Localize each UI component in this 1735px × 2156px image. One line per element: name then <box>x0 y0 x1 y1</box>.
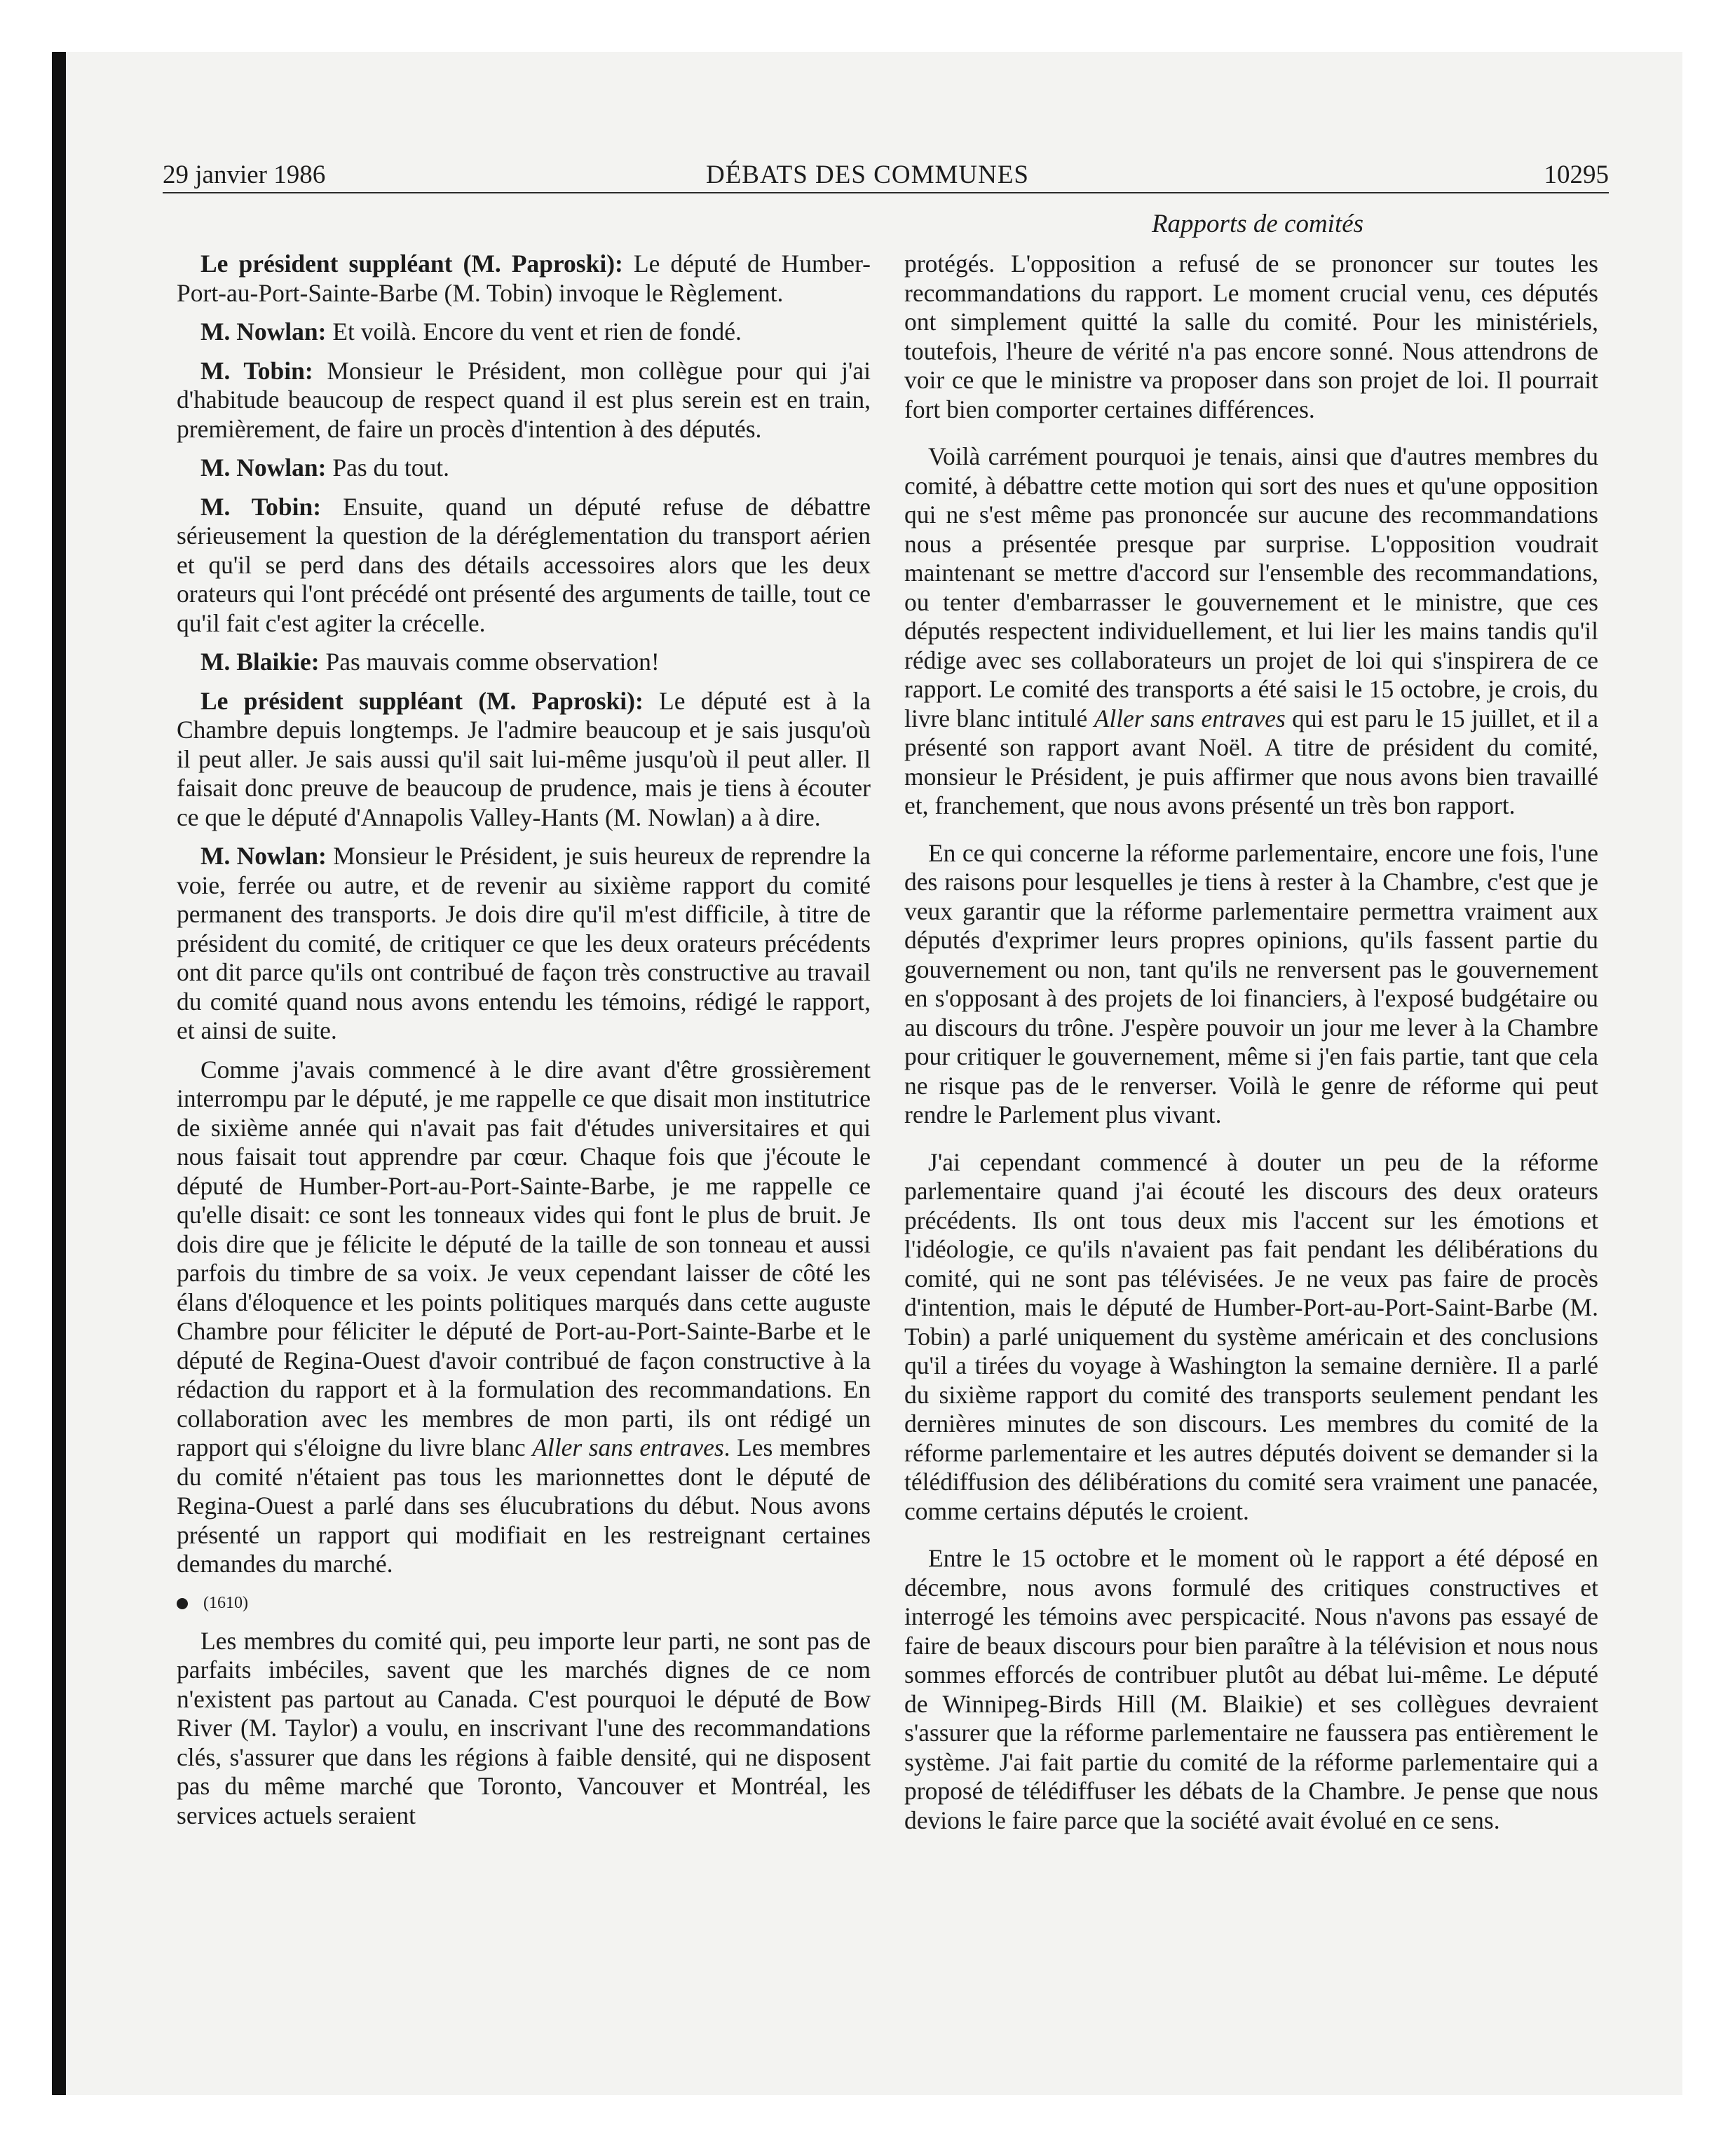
paragraph-text: Et voilà. Encore du vent et rien de fondé. <box>326 318 742 346</box>
section-title: Rapports de comités <box>1151 210 1364 238</box>
paragraph <box>177 842 871 1046</box>
paragraph-text: Pas mauvais comme observation! <box>319 648 660 676</box>
page-number: 10295 <box>1544 161 1609 189</box>
speaker: M. Tobin: <box>200 356 313 385</box>
paragraph <box>177 493 871 639</box>
paragraph <box>904 1148 1598 1527</box>
speaker: M. Nowlan: <box>200 453 327 482</box>
speaker: M. Nowlan: <box>200 842 327 870</box>
paragraph <box>904 839 1598 1130</box>
paragraph <box>177 318 871 347</box>
header-title: DÉBATS DES COMMUNES <box>705 161 1029 189</box>
paragraph-text: protégés. L'opposition a refusé de se prononcer sur toutes les recommandations du rapport. Le moment crucial venu, ces députés ont simplement quitté la salle du comité. Pour les ministériels, toutefois, l'heure de vérité n'a pas encore sonné. Nous attendrons de voir ce que le ministre va proposer dans son projet de loi. Il pourrait fort bien comporter certaines différences. <box>904 250 1598 423</box>
book-title: Aller sans entraves <box>1094 704 1286 732</box>
paragraph <box>177 1056 871 1579</box>
paragraph-text: Les membres du comité qui, peu importe leur parti, ne sont pas de parfaits imbéciles, savent que les marchés dignes de ce nom n'existent pas partout au Canada. C'est pourquoi le député de Bow River (M. Taylor) a voulu, en inscrivant l'une des recommandations clés, s'assurer que dans les régions à faible densité, qui ne disposent pas du même marché que Toronto, Vancouver et Montréal, les services actuels seraient <box>177 1626 871 1829</box>
paragraph-text: J'ai cependant commencé à douter un peu de la réforme parlementaire quand j'ai écouté les discours des deux orateurs précédents. Ils ont tous deux mis l'accent sur les émotions et l'idéologie, ce qu'ils n'avaient pas fait pendant les délibérations du comité, qui ne sont pas télévisées. Je ne veux pas faire de procès d'intention, mais le député de Humber-Port-au-Port-Saint-Barbe (M. Tobin) a parlé uniquement du système américain et des conclusions qu'il a tirées du voyage à Washington la semaine dernière. Il a parlé du sixième rapport du comité des transports seulement pendant les dernières minutes de son discours. Les membres du comité de la réforme parlementaire et les autres députés doivent se demander si la télédiffusion des délibérations du comité sera vraiment une panacée, comme certains députés le croient. <box>904 1147 1598 1525</box>
speaker: M. Tobin: <box>200 492 322 521</box>
paragraph-text: qui est paru le 15 juillet, et il a présenté son rapport avant Noël. A titre de président du comité, monsieur le Président, je puis affirmer que nous avons bien travaillé et, franchement, que nous avons présenté un très bon rapport. <box>904 704 1598 819</box>
paragraph <box>177 687 871 833</box>
paragraph <box>177 648 871 677</box>
paragraph-text: Comme j'avais commencé à le dire avant d'être grossièrement interrompu par le député, je me rappelle ce que disait mon institutrice de sixième année qui n'avait pas fait d'études universitaires et qui nous faisait tout apprendre par cœur. Chaque fois que j'écoute le député de Humber-Port-au-Port-Sainte-Barbe, je me rappelle ce qu'elle disait: ce sont les tonneaux vides qui font le plus de bruit. Je dois dire que je félicite le député de la taille de son tonneau et aussi parfois du timbre de sa voix. Je veux cependant laisser de côté les élans d'éloquence et les points politiques marqués dans cette auguste Chambre pour féliciter le député de Port-au-Port-Sainte-Barbe et le député de Regina-Ouest d'avoir contribué de façon constructive à la rédaction du rapport et à la formulation des recommandations. En collaboration avec les membres de mon parti, ils ont rédigé un rapport qui s'éloigne du livre blanc <box>177 1055 871 1461</box>
paragraph-text: Entre le 15 octobre et le moment où le rapport a été déposé en décembre, nous avons formulé des critiques constructives et interrogé les témoins avec perspicacité. Nous n'avons pas essayé de faire de beaux discours pour bien paraître à la télévision et nous nous sommes efforcés de contribuer plutôt au débat lui-même. Le député de Winnipeg-Birds Hill (M. Blaikie) et ses collègues devraient s'assurer que la réforme parlementaire ne faussera pas entièrement le système. J'ai fait partie du comité de la réforme parlementaire qui a proposé de télédiffuser les débats de la Chambre. Je pense que nous devions le faire parce que la société avait évolué en ce sens. <box>904 1544 1598 1834</box>
book-title: Aller sans entraves <box>532 1433 724 1461</box>
paragraph-text: Le député est à la Chambre depuis longtemps. Je l'admire beaucoup et je sais jusqu'où il peut aller. Je sais aussi qu'il sait lui-même jusqu'où il peut aller. Il faisait donc preuve de beaucoup de prudence, mais je tiens à écouter ce que le député d'Annapolis Valley-Hants (M. Nowlan) a à dire. <box>177 686 871 831</box>
paragraph-text: . Les membres du comité n'étaient pas tous les marionnettes dont le député de Regina-Ouest a parlé dans ses élucubrations du début. Nous avons présenté un rapport qui modifiait en les restreignant certaines demandes du marché. <box>177 1433 871 1578</box>
paragraph <box>177 1627 871 1831</box>
paragraph <box>904 250 1598 424</box>
paragraph <box>904 1544 1598 1835</box>
time-marker <box>177 1589 871 1617</box>
paragraph <box>904 442 1598 821</box>
paragraph <box>177 453 871 483</box>
time-marker-text: (1610) <box>203 1593 248 1612</box>
paragraph-text: Voilà carrément pourquoi je tenais, ainsi que d'autres membres du comité, à débattre cette motion qui sort des nues et qu'une opposition qui ne s'est même pas prononcée sur aucune des recommandations nous a présentée presque par surprise. L'opposition voudrait maintenant se mettre d'accord sur l'ensemble des recommandations, ou tenter d'embarrasser le gouvernement et le ministre, que ces députés respectent individuellement, et lui lier les mains tandis qu'il rédige avec ses collaborateurs un projet de loi qui s'inspirera de ce rapport. Le comité des transports a été saisi le 15 octobre, je crois, du livre blanc intitulé <box>904 442 1598 732</box>
paragraph-text: En ce qui concerne la réforme parlementaire, encore une fois, l'une des raisons pour lesquelles je tiens à rester à la Chambre, c'est que je veux garantir que la réforme parlementaire permettra vraiment aux députés d'exprimer leurs propres opinions, qu'ils fassent partie du gouvernement ou non, tant qu'ils ne renversent pas le gouvernement en s'opposant à des projets de loi financiers, à l'exposé budgétaire ou au discours du trône. J'espère pouvoir un jour me lever à la Chambre pour critiquer le gouvernement, même si j'en fais partie, tant que cela ne risque pas de le renverser. Voilà le genre de réforme qui peut rendre le Parlement plus vivant. <box>904 838 1598 1128</box>
header-date: 29 janvier 1986 <box>163 161 326 189</box>
paragraph-text: Monsieur le Président, je suis heureux de reprendre la voie, ferrée ou autre, et de revenir au sixième rapport du comité permanent des transports. Je dois dire qu'il m'est difficile, à titre de président du comité, de critiquer ce que les deux orateurs précédents ont dit parce qu'ils ont contribué de façon très constructive au travail du comité quand nous avons entendu les témoins, rédigé le rapport, et ainsi de suite. <box>177 842 871 1044</box>
paragraph-text: Pas du tout. <box>326 453 450 482</box>
paragraph-text: Le député de Humber-Port-au-Port-Sainte-Barbe (M. Tobin) invoque le Règlement. <box>177 250 871 307</box>
paragraph <box>177 250 871 308</box>
speaker: M. Nowlan: <box>200 318 327 346</box>
paragraph-text: Ensuite, quand un député refuse de débattre sérieusement la question de la déréglementation du transport aérien et qu'il se perd dans des détails accessoires alors que les deux orateurs qui l'ont précédé ont présenté des arguments de taille, tout ce qu'il fait c'est agiter la crécelle. <box>177 492 871 637</box>
paragraph <box>177 357 871 444</box>
speaker: Le président suppléant (M. Paproski): <box>200 686 644 715</box>
header-rule <box>163 192 1609 193</box>
speaker: M. Blaikie: <box>200 648 320 676</box>
bullet-icon <box>177 1598 188 1609</box>
right-column <box>904 250 1598 1845</box>
left-column <box>177 250 871 1840</box>
paragraph-text: Monsieur le Président, mon collègue pour qui j'ai d'habitude beaucoup de respect quand il est plus serein est en train, premièrement, de faire un procès d'intention à des députés. <box>177 356 871 443</box>
speaker: Le président suppléant (M. Paproski): <box>200 250 623 278</box>
